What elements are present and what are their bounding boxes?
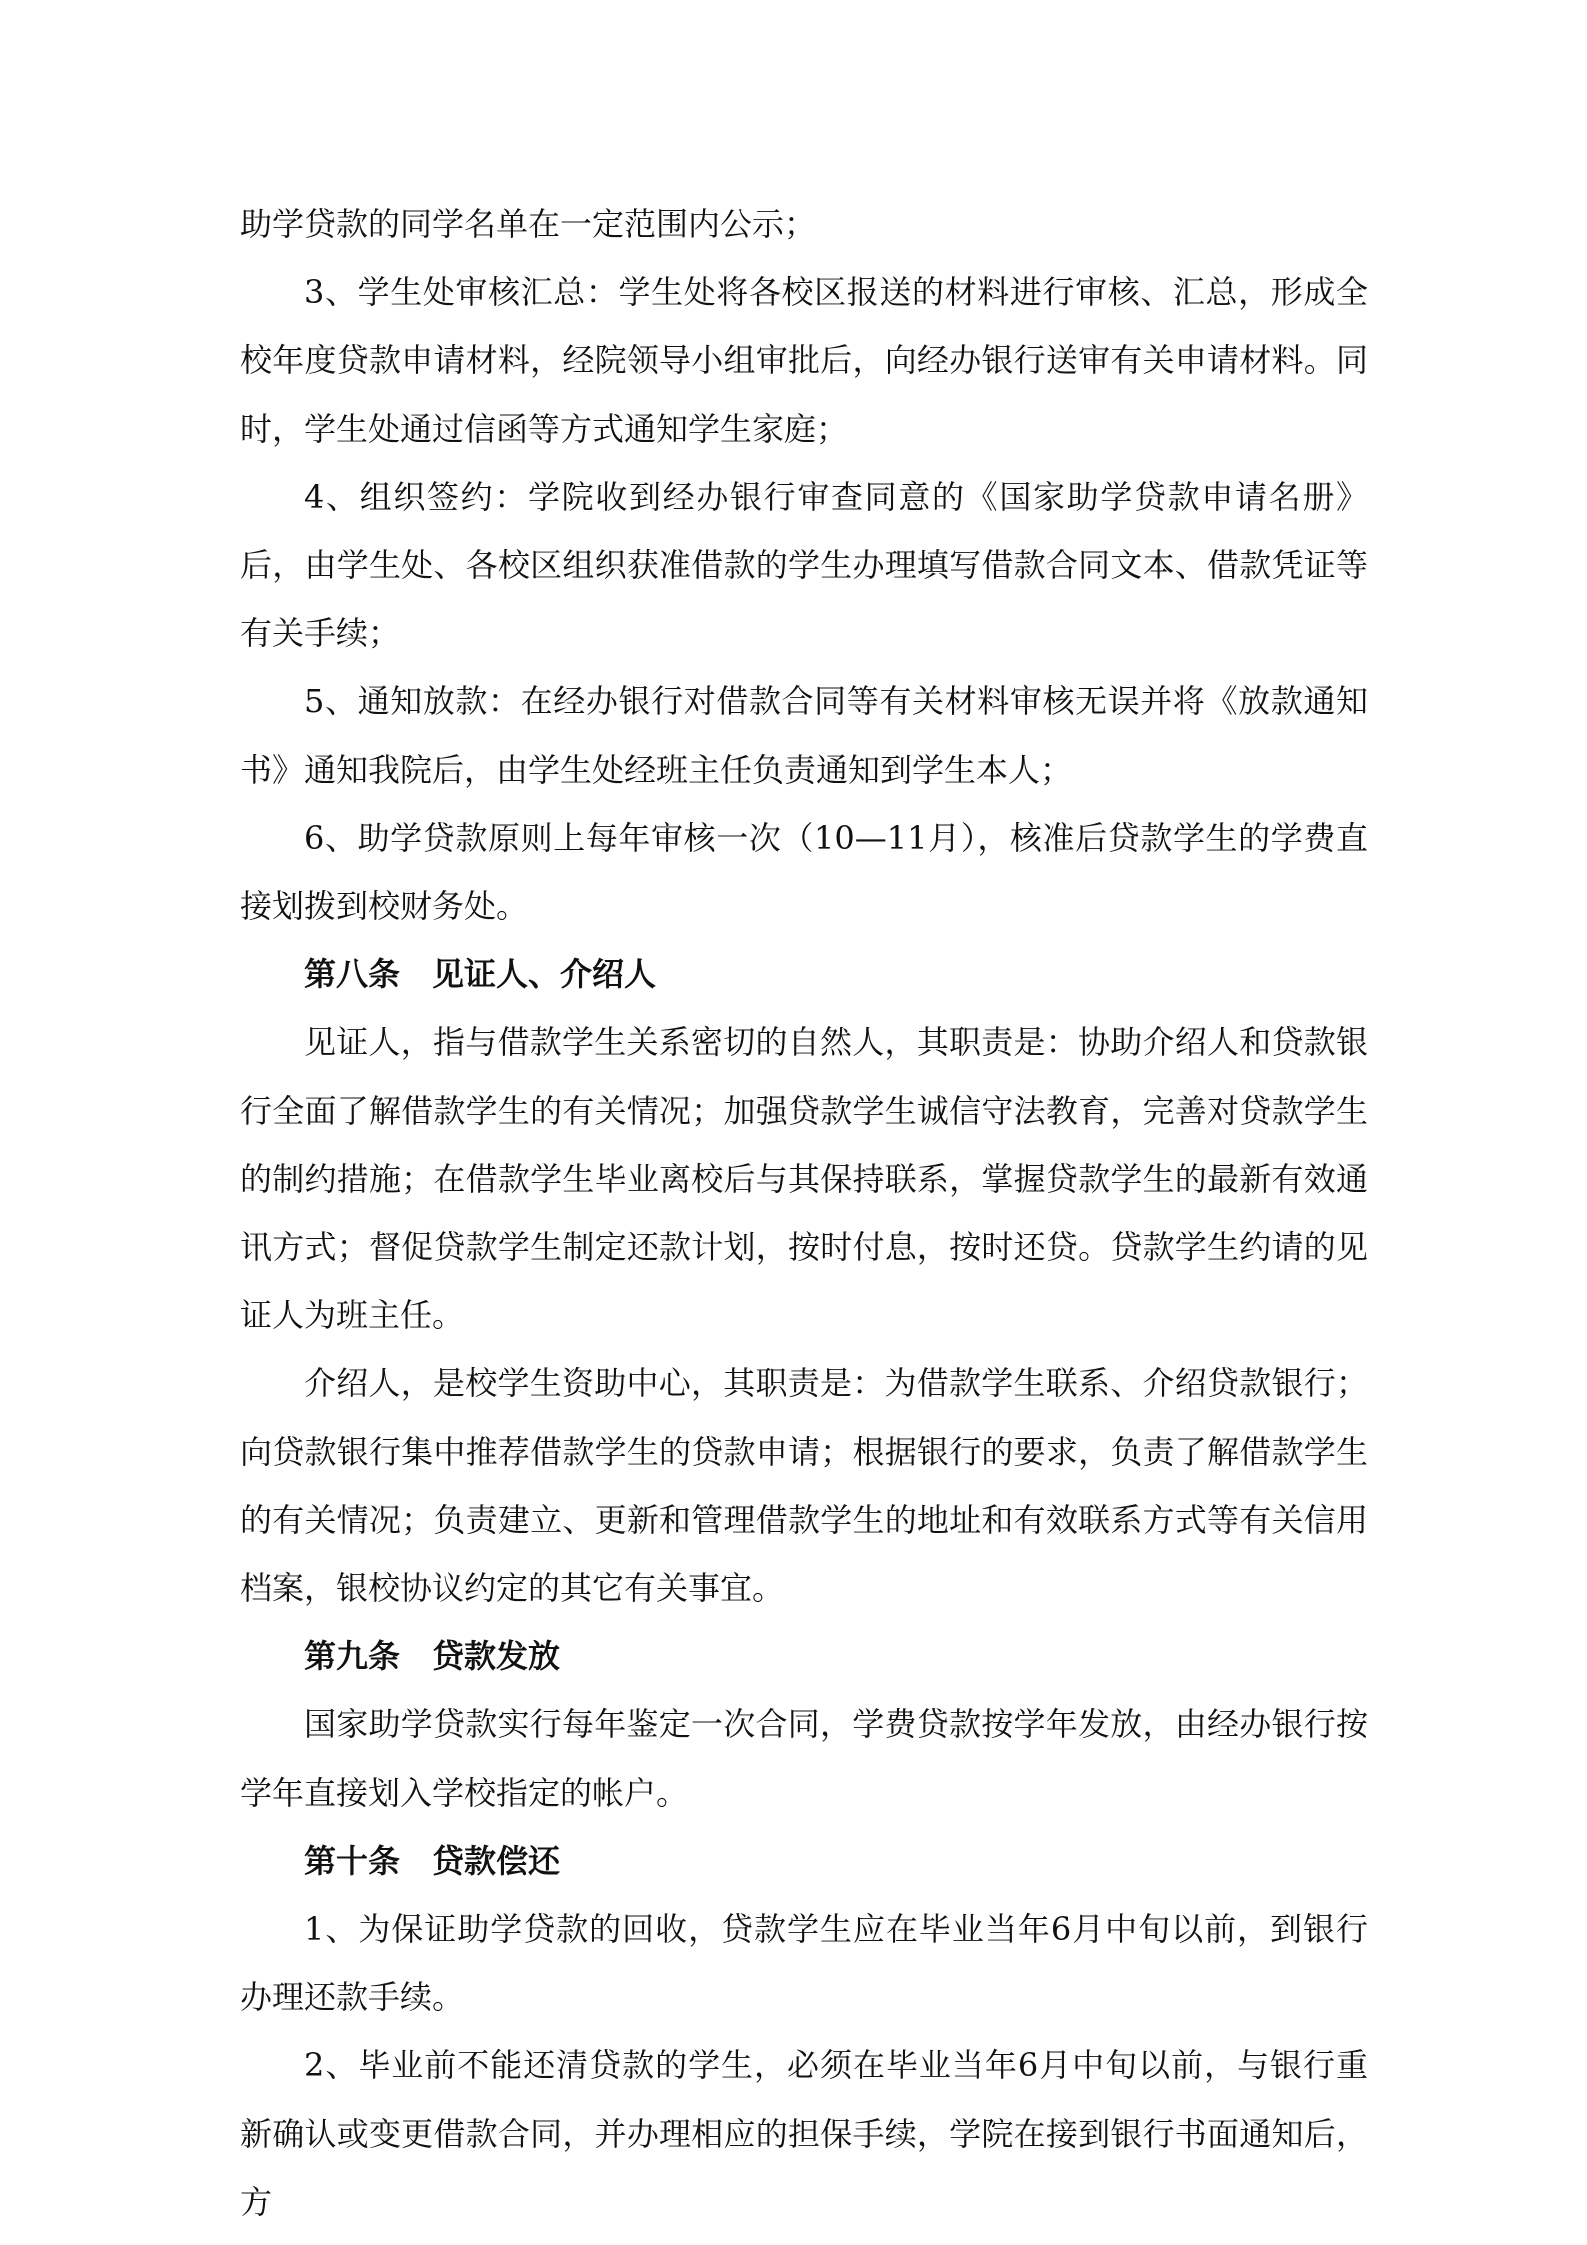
paragraph-witness: 见证人，指与借款学生关系密切的自然人，其职责是：协助介绍人和贷款银行全面了解借款学生的有关情况；加强贷款学生诚信守法教育，完善对贷款学生的制约措施；在借款学生毕业离校后与其保持联系，掌握贷款学生的最新有效通讯方式；督促贷款学生制定还款计划，按时付息，按时还贷。贷款学生约请的见证人为班主任。 [240,1023,1368,1335]
article-8-heading: 第八条 见证人、介绍人 [304,955,657,994]
document-body [240,190,1368,2236]
paragraph-repayment-1: 1、为保证助学贷款的回收，贷款学生应在毕业当年6月中旬以前，到银行办理还款手续。 [240,1910,1368,2017]
paragraph-disbursement: 国家助学贷款实行每年鉴定一次合同，学费贷款按学年发放，由经办银行按学年直接划入学校指定的帐户。 [240,1705,1368,1812]
paragraph-repayment-2: 2、毕业前不能还清贷款的学生，必须在毕业当年6月中旬以前，与银行重新确认或变更借款合同，并办理相应的担保手续，学院在接到银行书面通知后，方 [240,2046,1368,2221]
article-10-heading: 第十条 贷款偿还 [304,1841,561,1880]
article-9-heading: 第九条 贷款发放 [304,1637,561,1676]
paragraph-review-summary: 3、学生处审核汇总：学生处将各校区报送的材料进行审核、汇总，形成全校年度贷款申请材料，经院领导小组审批后，向经办银行送审有关申请材料。同时，学生处通过信函等方式通知学生家庭； [240,273,1368,448]
paragraph-introducer: 介绍人，是校学生资助中心，其职责是：为借款学生联系、介绍贷款银行；向贷款银行集中推荐借款学生的贷款申请；根据银行的要求，负责了解借款学生的有关情况；负责建立、更新和管理借款学生的地址和有效联系方式等有关信用档案，银校协议约定的其它有关事宜。 [240,1364,1368,1608]
paragraph-annual-review: 6、助学贷款原则上每年审核一次（10—11月），核准后贷款学生的学费直接划拨到校财务处。 [240,818,1368,926]
paragraph-signing: 4、组织签约：学院收到经办银行审查同意的《国家助学贷款申请名册》后，由学生处、各校区组织获准借款的学生办理填写借款合同文本、借款凭证等有关手续； [240,477,1368,653]
paragraph-loan-notice: 5、通知放款：在经办银行对借款合同等有关材料审核无误并将《放款通知书》通知我院后，由学生处经班主任负责通知到学生本人； [240,682,1368,789]
paragraph-publicity: 助学贷款的同学名单在一定范围内公示； [240,205,817,243]
